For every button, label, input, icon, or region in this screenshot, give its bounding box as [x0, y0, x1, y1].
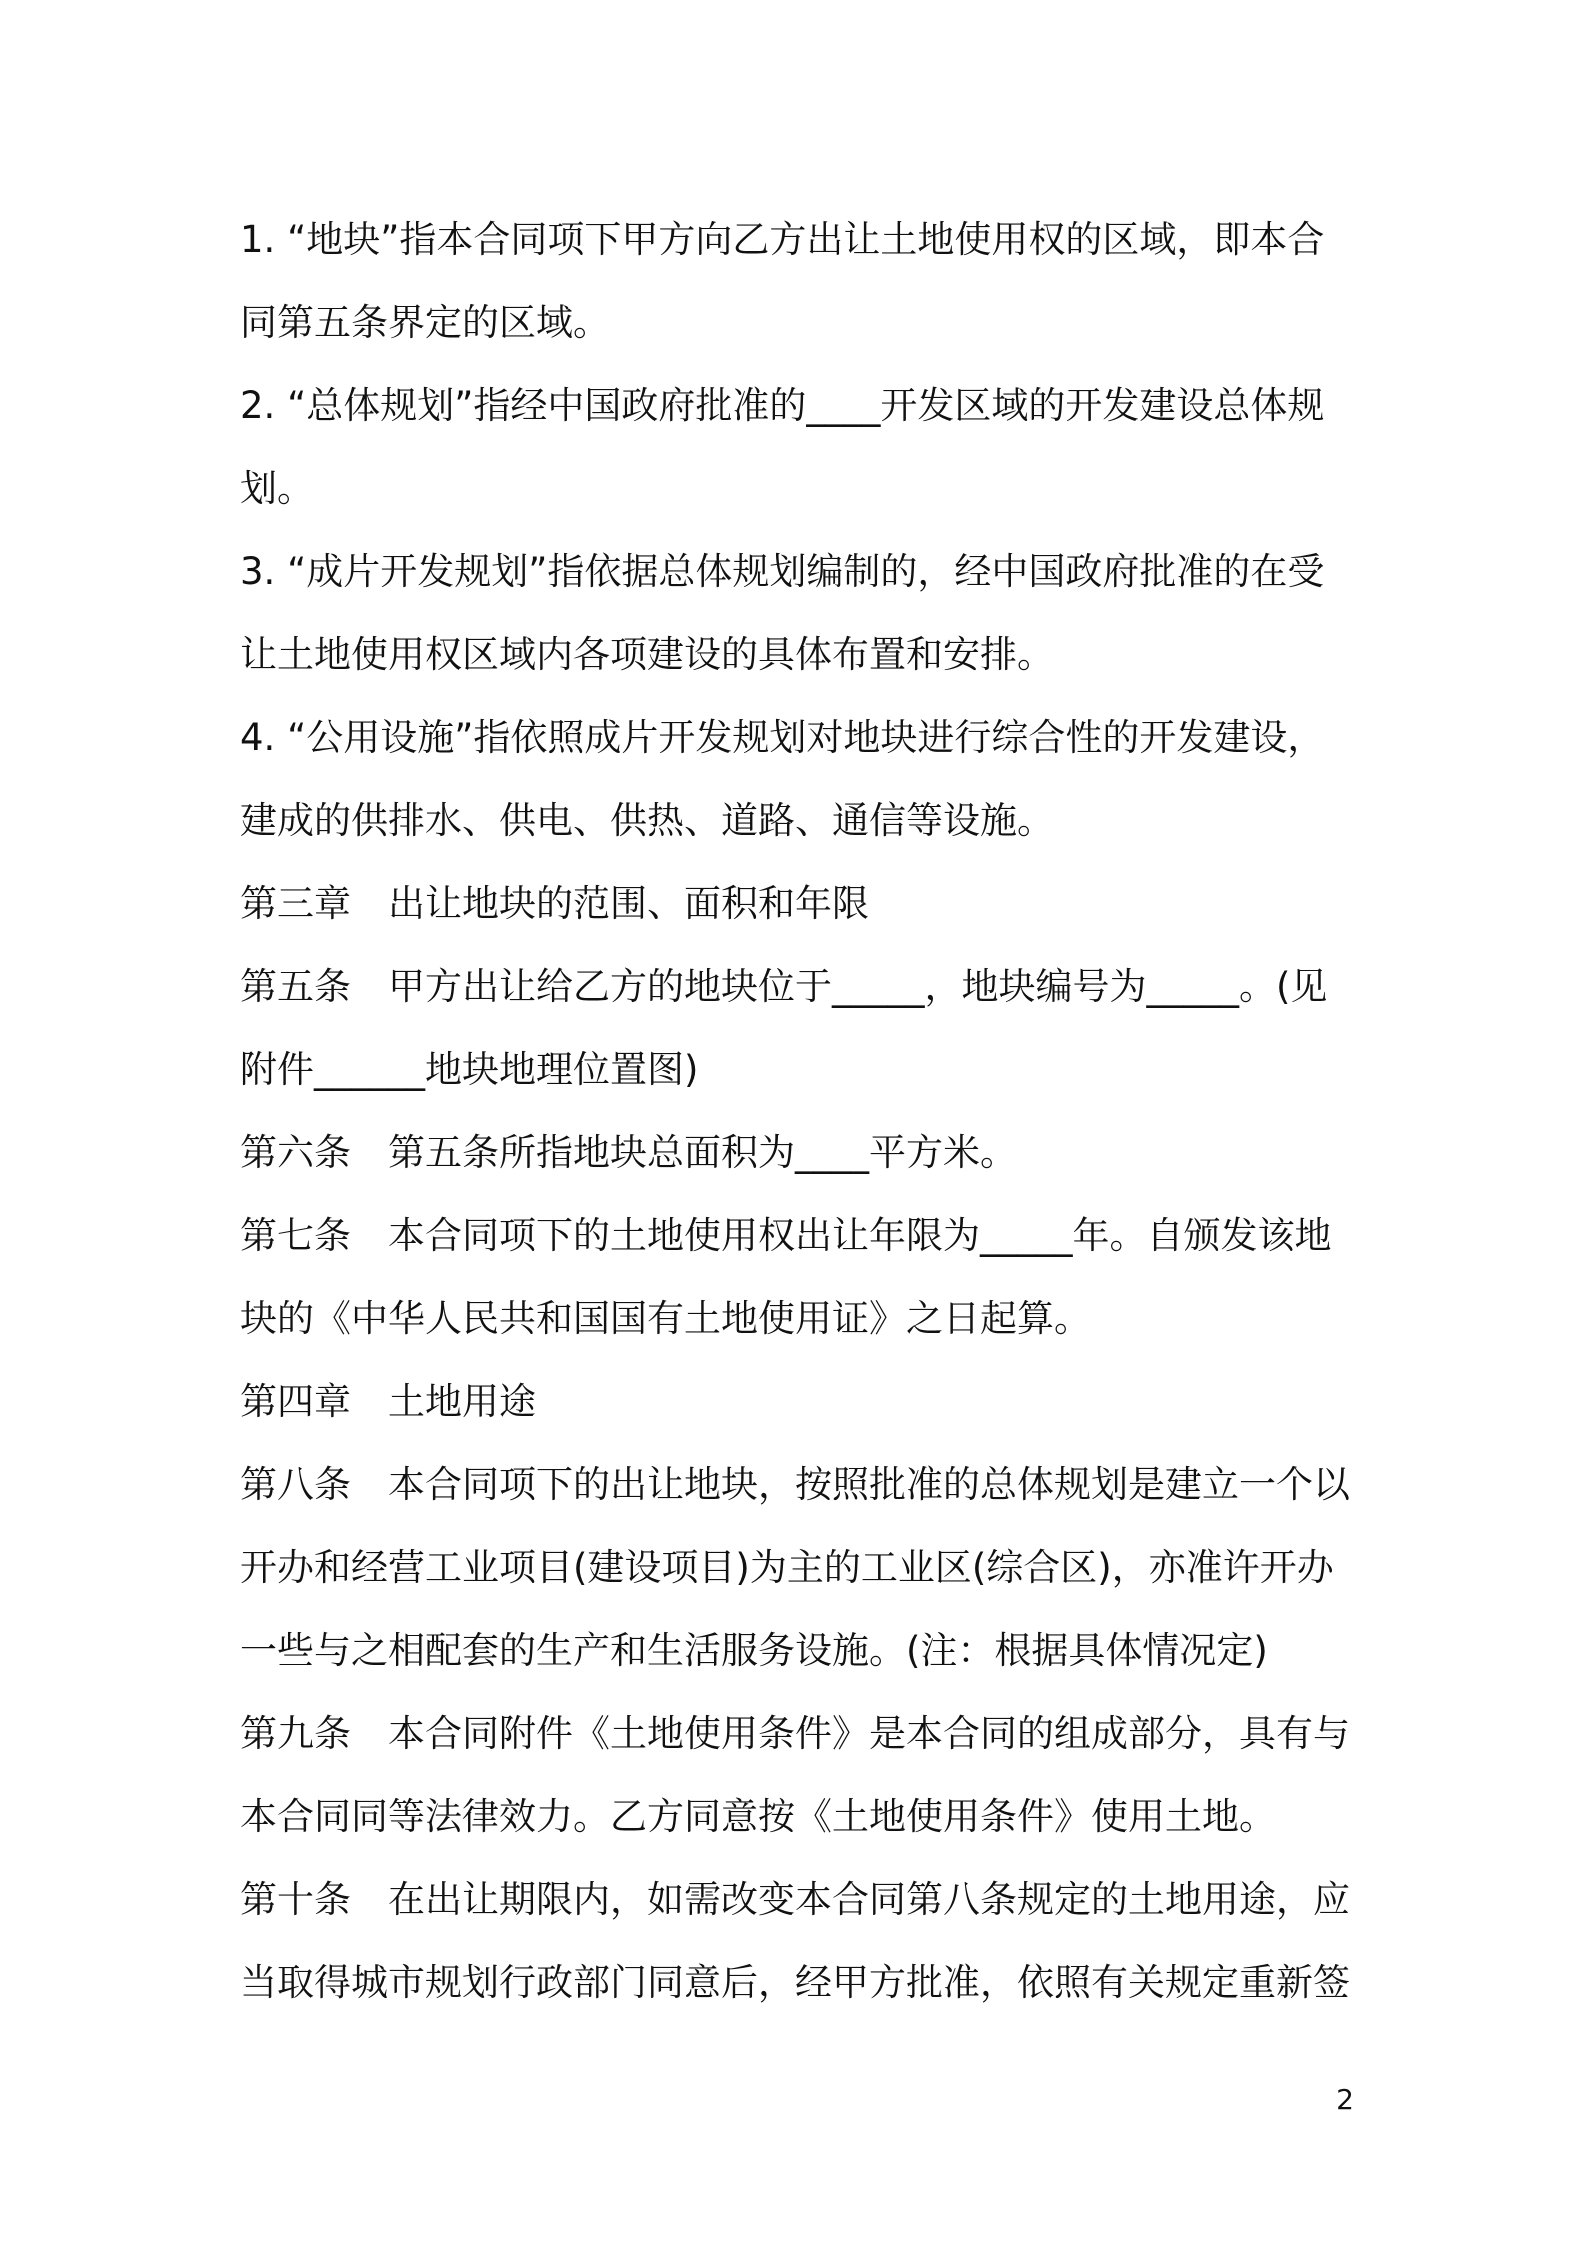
text-line: 第十条 在出让期限内，如需改变本合同第八条规定的土地用途，应 [240, 1878, 1350, 1921]
text-line: 同第五条界定的区域。 [240, 301, 610, 344]
text-line: 第八条 本合同项下的出让地块，按照批准的总体规划是建立一个以 [240, 1463, 1350, 1506]
text-line: 第六条 第五条所指地块总面积为____平方米。 [240, 1131, 1017, 1174]
text-line: 第五条 甲方出让给乙方的地块位于_____，地块编号为_____。(见 [240, 965, 1328, 1008]
text-line: 附件______地块地理位置图) [240, 1048, 699, 1091]
text-line: 第九条 本合同附件《土地使用条件》是本合同的组成部分，具有与 [240, 1712, 1350, 1755]
text-line: 一些与之相配套的生产和生活服务设施。(注：根据具体情况定) [240, 1629, 1268, 1672]
text-line: 开办和经营工业项目(建设项目)为主的工业区(综合区)，亦准许开办 [240, 1546, 1334, 1589]
page-number: 2 [1336, 2083, 1354, 2116]
text-line: 块的《中华人民共和国国有土地使用证》之日起算。 [240, 1297, 1091, 1340]
text-line: 让土地使用权区域内各项建设的具体布置和安排。 [240, 633, 1054, 676]
text-line: 2. “总体规划”指经中国政府批准的____开发区域的开发建设总体规 [240, 384, 1325, 427]
text-line: 建成的供排水、供电、供热、道路、通信等设施。 [240, 799, 1054, 842]
text-line: 1. “地块”指本合同项下甲方向乙方出让土地使用权的区域，即本合 [240, 218, 1325, 261]
text-line: 第七条 本合同项下的土地使用权出让年限为_____年。自颁发该地 [240, 1214, 1332, 1257]
contract-body [240, 198, 1352, 2024]
text-line: 3. “成片开发规划”指依据总体规划编制的，经中国政府批准的在受 [240, 550, 1325, 593]
text-line: 划。 [240, 467, 314, 510]
text-line: 本合同同等法律效力。乙方同意按《土地使用条件》使用土地。 [240, 1795, 1276, 1838]
text-line: 当取得城市规划行政部门同意后，经甲方批准，依照有关规定重新签 [240, 1961, 1350, 2004]
text-line: 4. “公用设施”指依照成片开发规划对地块进行综合性的开发建设， [240, 716, 1325, 759]
chapter-heading: 第四章 土地用途 [240, 1380, 536, 1423]
chapter-heading: 第三章 出让地块的范围、面积和年限 [240, 882, 869, 925]
